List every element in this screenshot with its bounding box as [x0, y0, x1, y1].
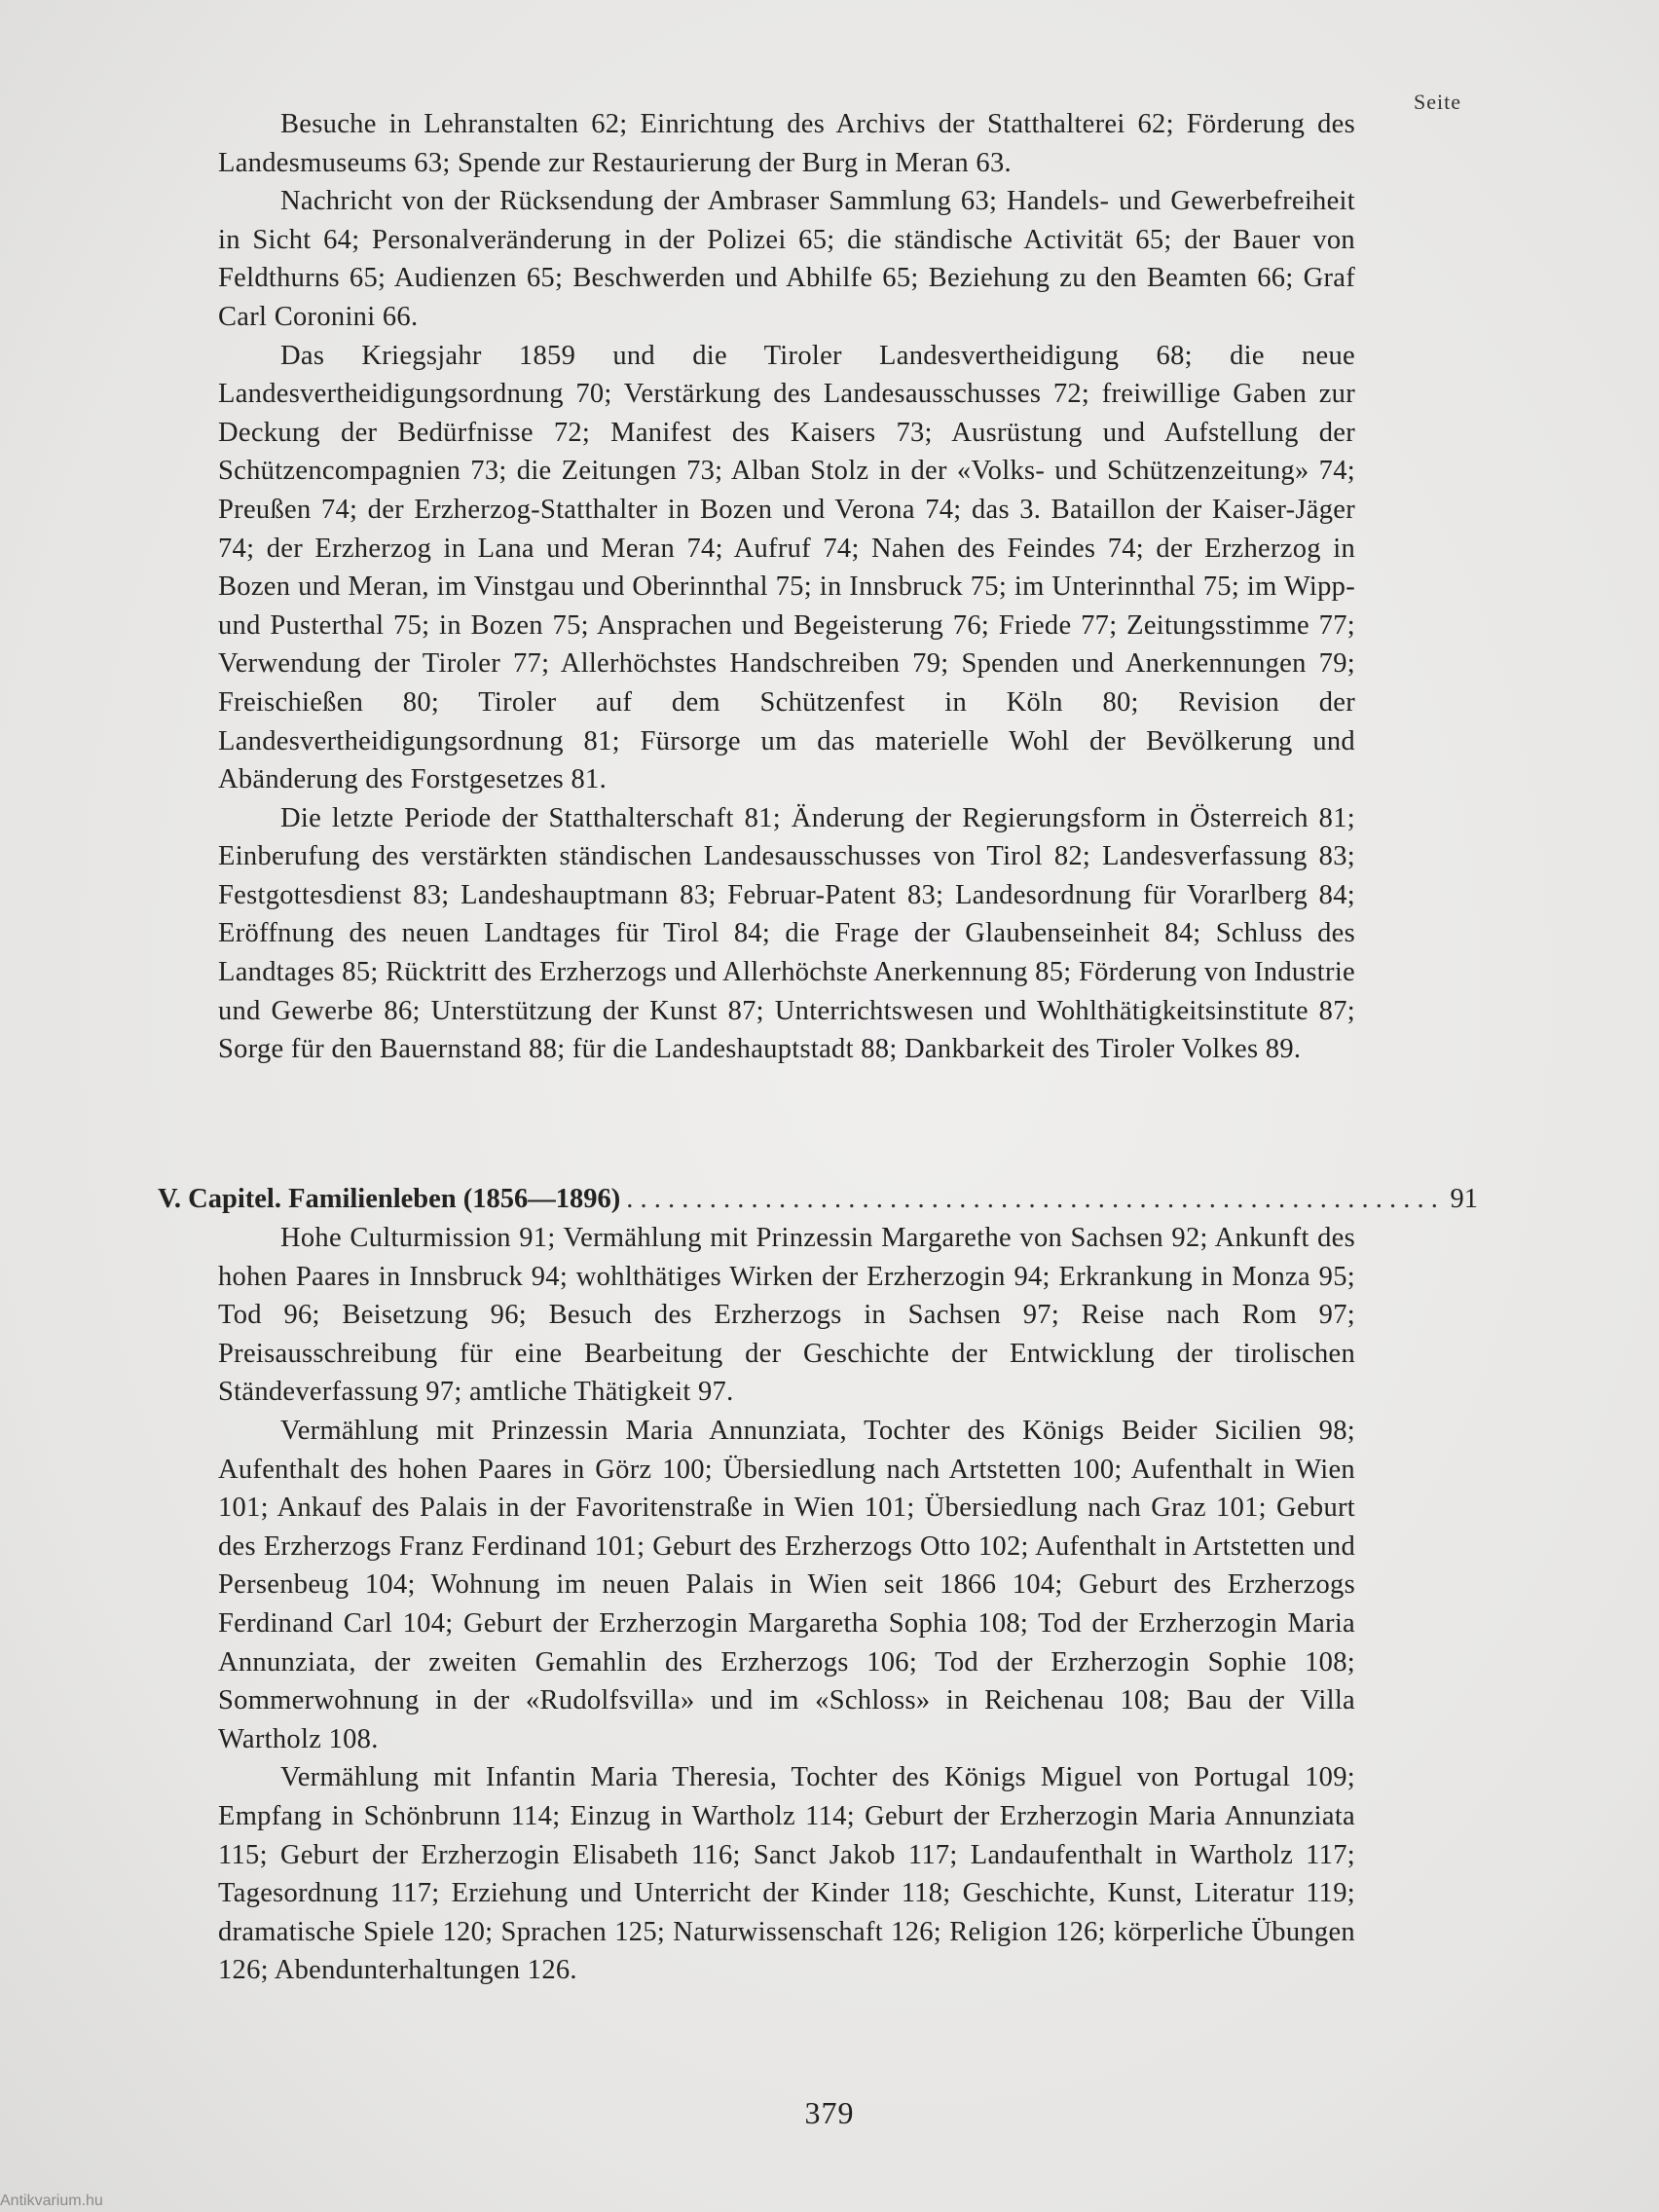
watermark: Antikvarium.hu: [0, 2193, 103, 2209]
page-number: 379: [804, 2095, 855, 2130]
chapter-v-entries: [218, 1219, 1355, 1990]
toc-paragraph: Vermählung mit Infantin Maria Theresia, Tochter des Königs Miguel von Portugal 109; Empfang in Schönbrunn 114; Einzug in Wartholz 114; Geburt der Erzherzogin Maria Annunziata 115; Geburt der Erzherzogin Elisabeth 116; Sanct Jakob 117; Landaufenthalt in Wartholz 117; Tagesordnung 117; Erziehung und Unterricht der Kinder 118; Geschichte, Kunst, Literatur 119; dramatische Spiele 120; Sprachen 125; Naturwissenschaft 126; Religion 126; körperliche Übungen 126; Abendunterhaltungen 126.: [218, 1762, 1355, 1986]
toc-paragraph: Die letzte Periode der Statthalterschaft 81; Änderung der Regierungsform in Österreich 81; Einberufung des verstärkten ständischen Landesausschusses von Tirol 82; Landesverfassung 83; Festgottesdienst 83; Landeshauptmann 83; Februar-Patent 83; Landesordnung für Vorarlberg 84; Eröffnung des neuen Landtages für Tirol 84; die Frage der Glaubenseinheit 84; Schluss des Landtages 85; Rücktritt des Erzherzogs und Allerhöchste Anerkennung 85; Förderung von Industrie und Gewerbe 86; Unterstützung der Kunst 87; Unterrichtswesen und Wohlthätigkeitsinstitute 87; Sorge für den Bauernstand 88; für die Landeshauptstadt 88; Dankbarkeit des Tiroler Volkes 89.: [218, 802, 1355, 1065]
dot-leader: [626, 1180, 1444, 1219]
toc-paragraph: Nachricht von der Rücksendung der Ambraser Sammlung 63; Handels- und Gewerbefreiheit in Sicht 64; Personalveränderung in der Polizei 65; die ständische Activität 65; der Bauer von Feldthurns 65; Audienzen 65; Beschwerden und Abhilfe 65; Beziehung zu den Beamten 66; Graf Carl Coronini 66.: [218, 186, 1355, 332]
chapter-page-number: 91: [1450, 1184, 1478, 1214]
toc-paragraph: Vermählung mit Prinzessin Maria Annunziata, Tochter des Königs Beider Sicilien 98; Aufenthalt des hohen Paares in Görz 100; Übersiedlung nach Artstetten 100; Aufenthalt in Wien 101; Ankauf des Palais in der Favoritenstraße in Wien 101; Übersiedlung nach Graz 101; Geburt des Erzherzogs Franz Ferdinand 101; Geburt des Erzherzogs Otto 102; Aufenthalt in Artstetten und Persenbeug 104; Wohnung im neuen Palais in Wien seit 1866 104; Geburt des Erzherzogs Ferdinand Carl 104; Geburt der Erzherzogin Margaretha Sophia 108; Tod der Erzherzogin Maria Annunziata, der zweiten Gemahlin des Erzherzogs 106; Tod der Erzherzogin Sophie 108; Sommerwohnung in der «Rudolfsvilla» und im «Schloss» in Reichenau 108; Bau der Villa Wartholz 108.: [218, 1415, 1355, 1754]
toc-paragraph: Hohe Culturmission 91; Vermählung mit Prinzessin Margarethe von Sachsen 92; Ankunft des hohen Paares in Innsbruck 94; wohlthätiges Wirken der Erzherzogin 94; Erkrankung in Monza 95; Tod 96; Beisetzung 96; Besuch des Erzherzogs in Sachsen 97; Reise nach Rom 97; Preisausschreibung für eine Bearbeitung der Geschichte der Entwicklung der tirolischen Ständeverfassung 97; amtliche Thätigkeit 97.: [218, 1223, 1355, 1408]
section-iv-entries: [218, 105, 1355, 1069]
chapter-title: V. Capitel. Familienleben (1856—1896): [158, 1184, 621, 1214]
toc-paragraph: Das Kriegsjahr 1859 und die Tiroler Landesvertheidigung 68; die neue Landesvertheidigungsordnung 70; Verstärkung des Landesausschusses 72; freiwillige Gaben zur Deckung der Bedürfnisse 72; Manifest des Kaisers 73; Ausrüstung und Aufstellung der Schützencompagnien 73; die Zeitungen 73; Alban Stolz in der «Volks- und Schützenzeitung» 74; Preußen 74; der Erzherzog-Statthalter in Bozen und Verona 74; das 3. Bataillon der Kaiser-Jäger 74; der Erzherzog in Lana und Meran 74; Aufruf 74; Nahen des Feindes 74; der Erzherzog in Bozen und Meran, im Vinstgau und Oberinnthal 75; in Innsbruck 75; im Unterinnthal 75; im Wipp- und Pusterthal 75; in Bozen 75; Ansprachen und Begeisterung 76; Friede 77; Zeitungsstimme 77; Verwendung der Tiroler 77; Allerhöchstes Handschreiben 79; Spenden und Anerkennungen 79; Freischießen 80; Tiroler auf dem Schützenfest in Köln 80; Revision der Landesvertheidigungsordnung 81; Fürsorge um das materielle Wohl der Bevölkerung und Abänderung des Forstgesetzes 81.: [218, 340, 1355, 795]
toc-paragraph: Besuche in Lehranstalten 62; Einrichtung des Archivs der Statthalterei 62; Förderung des Landesmuseums 63; Spende zur Restaurierung der Burg in Meran 63.: [218, 109, 1355, 178]
chapter-v-heading: [158, 1180, 1478, 1219]
seite-column-label: Seite: [1414, 90, 1461, 114]
